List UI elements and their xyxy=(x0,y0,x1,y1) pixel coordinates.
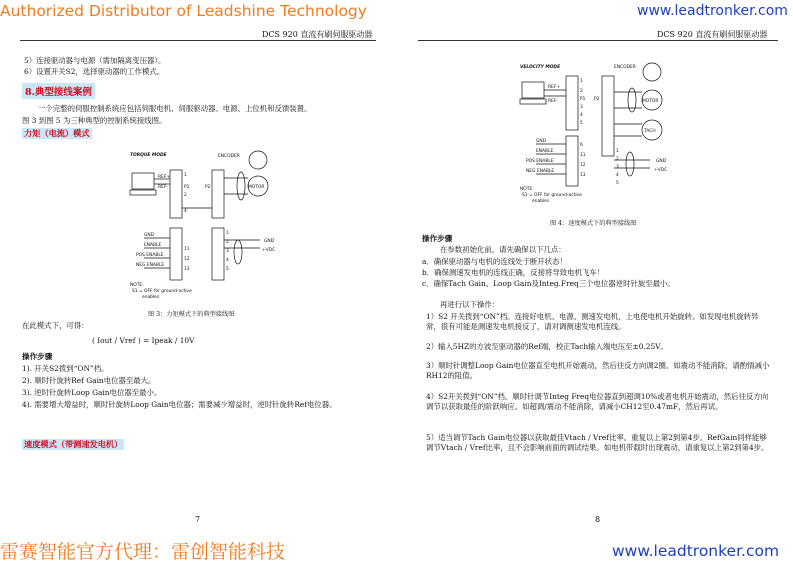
torque-p1: P1 xyxy=(184,185,190,190)
right-page-number: 8 xyxy=(595,515,601,524)
left-step-3: 3). 逆时针旋转Loop Gain电位器至最小。 xyxy=(22,388,162,397)
left-header-rule xyxy=(20,40,376,41)
velocity-diagram-labels xyxy=(520,64,667,204)
torque-caption: 图 3：力矩模式下的典型接线图 xyxy=(148,311,235,318)
velocity-note-1: NOTE: xyxy=(520,187,534,192)
torque-formula: ( Iout / Vref ) = Ipeak / 10V xyxy=(92,336,195,345)
torque-pin: 2 xyxy=(184,193,187,198)
top-banner-url[interactable]: www.leadtronker.com xyxy=(637,3,788,19)
para-2: 图 3 到图 5 为三种典型的控制系统接线图。 xyxy=(22,116,167,125)
torque-pin: 11 xyxy=(184,247,190,252)
velocity-p2: P2 xyxy=(594,97,600,102)
velocity-pin: 1 xyxy=(616,149,619,154)
bottom-banner-url[interactable]: www.leadtronker.com xyxy=(612,542,780,560)
velocity-mode-title: 速度模式（带测速发电机） xyxy=(24,439,123,449)
right-step-2: 2）输入5HZ的方波至驱动器的Ref端，校正Tach输入端电压至±0.25V。 xyxy=(426,342,668,351)
torque-pin: 2 xyxy=(226,240,229,245)
velocity-pin: 11 xyxy=(580,153,586,158)
velocity-neg-enable: NEG ENABLE xyxy=(526,169,555,174)
velocity-tach-label: TACH xyxy=(644,129,656,134)
velocity-enable: ENABLE xyxy=(536,149,554,154)
torque-pin: 4 xyxy=(226,258,229,263)
velocity-motor-label: MOTOR xyxy=(642,99,659,104)
torque-pin: 1 xyxy=(226,231,229,236)
torque-diagram-labels xyxy=(130,152,275,300)
velocity-vdc: +VDC xyxy=(654,168,668,173)
velocity-pin: 5 xyxy=(580,121,583,126)
velocity-note-2: S1 = OFF for ground-active xyxy=(522,193,582,198)
velocity-caption: 图 4：速度模式下的典型接线图 xyxy=(550,220,637,227)
velocity-pin: 5 xyxy=(616,181,619,186)
torque-ref-plus: REF+ xyxy=(158,175,171,180)
velocity-gnd-2: GND xyxy=(656,159,667,164)
torque-gnd: GND xyxy=(144,233,155,238)
velocity-pin: 3 xyxy=(580,105,583,110)
velocity-pin: 1 xyxy=(580,79,583,84)
torque-pin: 5 xyxy=(226,267,229,272)
right-steps-title: 操作步骤 xyxy=(422,234,453,243)
check-a: a．确保驱动器与电机的连线处于断开状态！ xyxy=(422,257,567,266)
section-title: 8.典型接线案例 xyxy=(22,83,95,99)
check-c: c．确保Tach Gain、Loop Gain及Integ.Freq三个电位器逆时针旋至最小。 xyxy=(422,279,675,288)
velocity-pin: 13 xyxy=(580,173,586,178)
right-step-3: 3）顺时针调整Loop Gain电位器直至电机开始震动，然后往反方向调2圈。如震动不能消除，请酌情减小RH12的阻值。 xyxy=(426,361,770,381)
intro-line-2: 6）设置开关S2，选择驱动器的工作模式。 xyxy=(24,67,165,76)
torque-note-2: S1 = OFF for ground-active xyxy=(132,289,192,294)
torque-pin: 13 xyxy=(184,267,190,272)
torque-pin: 3 xyxy=(226,249,229,254)
left-steps-title: 操作步骤 xyxy=(22,352,53,361)
velocity-pin: 4 xyxy=(616,173,619,178)
torque-pin: 4 xyxy=(184,209,187,214)
bottom-banner-title: 雷赛智能官方代理：雷创智能科技 xyxy=(0,541,286,563)
torque-encoder-label: ENCODER xyxy=(218,154,240,159)
left-step-2: 2). 顺时针旋转Ref Gain电位器至最大。 xyxy=(22,376,156,385)
velocity-pin: 2 xyxy=(616,157,619,162)
torque-mode-label: TORQUE MODE xyxy=(130,153,167,158)
right-step-5: 5）适当调节Tach Gain电位器以获取最佳Vtach / Vref比率。重复以上第2到第4步。RefGain同样能够调节Vtach / Vref比率，且不会影响前面的调试结果。如电机带载时出现震动，请重复以上第2到第4步。 xyxy=(426,433,769,453)
torque-mode-title: 力矩（电流）模式 xyxy=(24,128,90,138)
right-intro: 在参数初始化前，请先确保以下几点： xyxy=(440,245,566,254)
torque-note-3: enables xyxy=(142,295,160,300)
velocity-ref-minus: REF- xyxy=(548,99,558,104)
left-page-header: DCS 920 直流有刷伺服驱动器 xyxy=(262,30,373,39)
velocity-mode-wiring-diagram xyxy=(518,60,688,210)
para-1: 一个完整的伺服控制系统应包括伺服电机、伺服驱动器、电源、上位机和反馈装置。 xyxy=(38,104,312,113)
torque-ref-minus: REF- xyxy=(158,185,168,190)
torque-p2: P2 xyxy=(205,185,211,190)
right-step-4: 4）S2开关拨到“ON”档。顺时针调节Integ Freq电位器直到超调10%或者电机开始震动，然后往反方向调节以获取最佳的阶跃响应。如超调/震动不能消除，请减小CH12至0.47mF，然后再试。 xyxy=(426,392,769,412)
torque-pin: 1 xyxy=(184,173,187,178)
velocity-diagram-lines xyxy=(520,63,662,186)
then-line: 再进行以下操作： xyxy=(440,300,500,309)
torque-diagram-lines xyxy=(130,151,268,280)
torque-motor-label: MOTOR xyxy=(248,185,265,190)
torque-enable: ENABLE xyxy=(144,243,162,248)
velocity-pin: 4 xyxy=(580,113,583,118)
right-page-header: DCS 920 直流有刷伺服驱动器 xyxy=(657,30,768,39)
top-banner-title: Authorized Distributor of Leadshine Technology xyxy=(0,2,367,20)
velocity-note-3: enables xyxy=(532,199,550,204)
left-page-number: 7 xyxy=(195,515,201,524)
check-b: b．确保测速发电机的连线正确，反接将导致电机飞车！ xyxy=(422,268,605,277)
intro-line-1: 5）连接驱动器与电源（需加隔离变压器）。 xyxy=(24,56,166,65)
torque-neg-enable: NEG ENABLE xyxy=(136,263,165,268)
velocity-pin: 3 xyxy=(616,165,619,170)
torque-note-1: NOTE: xyxy=(130,283,144,288)
torque-mode-wiring-diagram xyxy=(128,148,286,300)
right-step-1: 1）S2 开关拨到“ON”档。连接好电机、电源、测速发电机，上电使电机开始旋转。如发现电机旋转异常，很有可能是测速发电机接反了，请对调测速发电机连线。 xyxy=(426,312,759,332)
velocity-pos-enable: POS ENABLE xyxy=(526,159,554,164)
mode-statement: 在此模式下，可得： xyxy=(22,321,89,330)
left-step-1: 1). 开关S2拨到“ON”档。 xyxy=(22,364,109,373)
torque-vdc: +VDC xyxy=(262,248,276,253)
torque-pos-enable: POS ENABLE xyxy=(136,253,164,258)
velocity-pin: 2 xyxy=(580,89,583,94)
velocity-pin: 12 xyxy=(580,163,586,168)
right-header-rule xyxy=(418,40,778,41)
velocity-encoder-label: ENCODER xyxy=(614,65,636,70)
velocity-ref-plus: REF+ xyxy=(548,85,561,90)
torque-pin: 12 xyxy=(184,257,190,262)
velocity-gnd: GND xyxy=(536,139,547,144)
torque-gnd-2: GND xyxy=(264,239,275,244)
left-step-4: 4). 需要增大增益时，顺时针旋转Loop Gain电位器；需要减少增益时，逆时针旋转Ref电位器。 xyxy=(22,400,337,409)
velocity-pin: 6 xyxy=(580,143,583,148)
velocity-mode-label: VELOCITY MODE xyxy=(520,65,561,70)
velocity-p1: P1 xyxy=(580,97,586,102)
